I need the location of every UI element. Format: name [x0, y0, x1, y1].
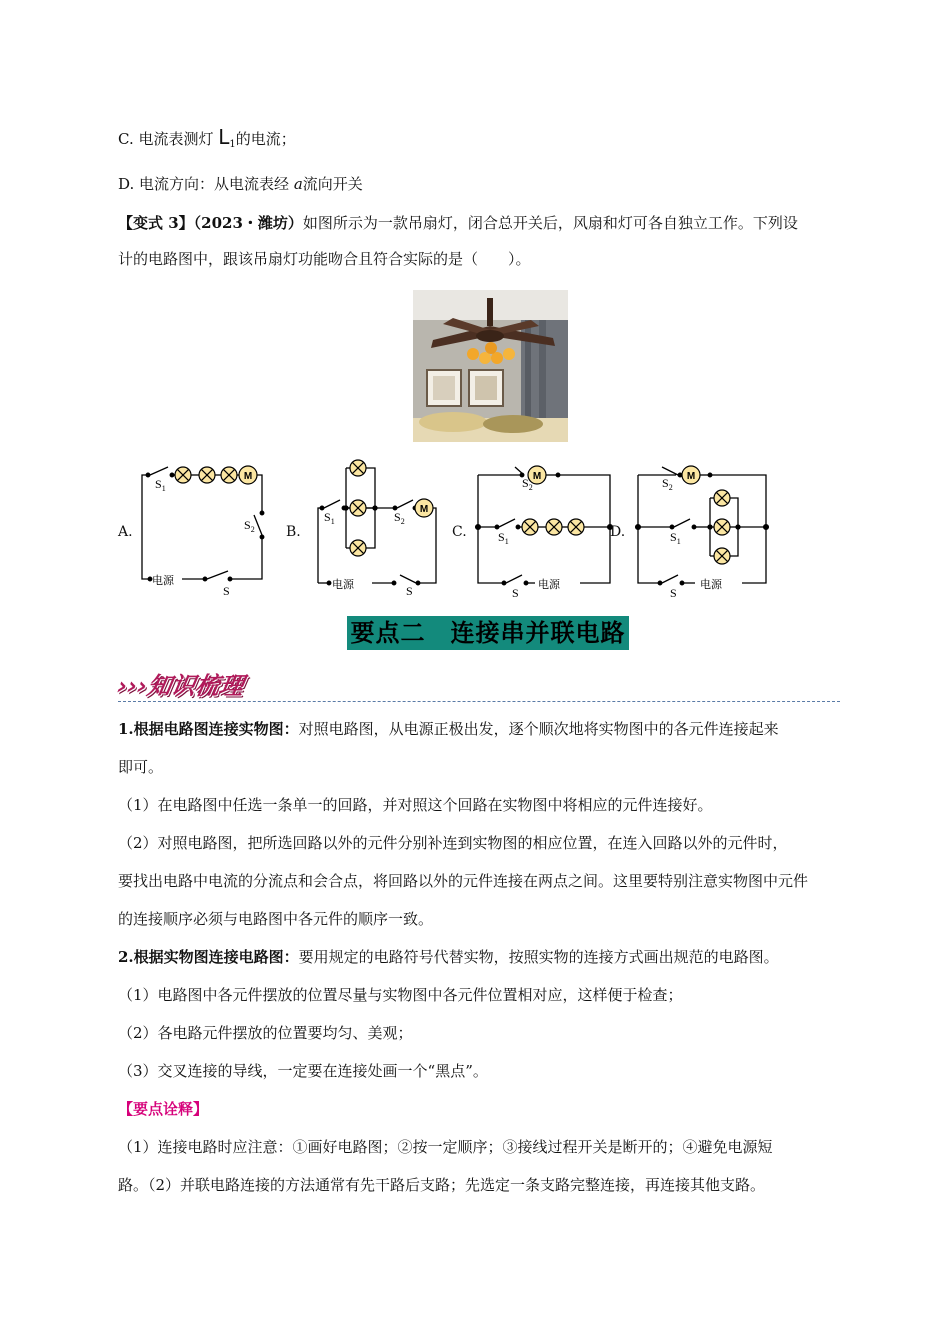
section-heading: 要点二 连接串并联电路: [347, 616, 629, 650]
d-s1-label: $S_1$: [670, 530, 681, 546]
p1-step-2a: （2）对照电路图，把所选回路以外的元件分别补连到实物图的相应位置，在连入回路以外的元件时，: [118, 834, 788, 852]
p2-title: 2.根据实物图连接电路图：: [118, 948, 299, 966]
a-s-label: S: [223, 584, 230, 598]
p1-line-2: 即可。: [118, 758, 164, 776]
c-s2-label: $S_2$: [522, 476, 533, 492]
d-s2-label: $S_2$: [662, 476, 673, 492]
option-c-sub: 1: [229, 139, 236, 150]
p1-step-2c: 的连接顺序必须与电路图中各元件的顺序一致。: [118, 910, 434, 928]
c-s-label: S: [512, 586, 519, 600]
p2-step-2: （2）各电路元件摆放的位置要均匀、美观；: [118, 1024, 413, 1042]
d-s-label: S: [670, 586, 677, 600]
circuit-a-label: A.: [118, 524, 133, 540]
option-c-suffix: 的电流；: [235, 130, 296, 148]
p2-step-3: （3）交叉连接的导线，一定要在连接处画一个“黑点”。: [118, 1062, 488, 1080]
p2-step-1: （1）电路图中各元件摆放的位置尽量与实物图中各元件位置相对应，这样便于检查；: [118, 986, 683, 1004]
p1-step-1: （1）在电路图中任选一条单一的回路，并对照这个回路在实物图中将相应的元件连接好。: [118, 796, 713, 814]
p1-title: 1.根据电路图连接实物图：: [118, 720, 299, 738]
a-source-label: 电源: [152, 575, 174, 587]
question-source: （2023・潍坊）: [193, 214, 303, 232]
circuit-c-label: C.: [452, 524, 467, 540]
option-c: [118, 126, 296, 156]
circuit-b-label: B.: [286, 524, 301, 540]
circuit-diagrams: M $S_1$ $S_2$ 电源 S $S_1$ $S_2$ 电源 S $S_2$ $S_1$ 电源 S $S_2$ $S_1$ 电源 S: [110, 455, 790, 605]
note-tag: 【要点诠释】: [118, 1100, 209, 1118]
p1-step-2b: 要找出电路中电流的分流点和会合点，将回路以外的元件连接在两点之间。这里要特别注意实物图中元件: [118, 872, 809, 890]
p2-text-1: 要用规定的电路符号代替实物，按照实物的连接方式画出规范的电路图。: [298, 948, 779, 966]
a-s2-label: $S_2$: [244, 518, 255, 534]
note-line-1: （1）连接电路时应注意：①画好电路图；②按一定顺序；③接线过程开关是断开的；④避免电源短: [118, 1138, 773, 1156]
c-s1-label: $S_1$: [498, 530, 509, 546]
question-line-2: 计的电路图中，跟该吊扇灯功能吻合且符合实际的是（ ）。: [118, 250, 531, 268]
p2-line-1: [118, 946, 779, 968]
a-s1-label: $S_1$: [155, 477, 166, 493]
option-d-suffix: 流向开关: [302, 175, 363, 193]
b-source-label: 电源: [332, 579, 354, 591]
knowledge-banner: ›››知识梳理: [115, 672, 246, 700]
circuit-d-label: D.: [610, 524, 626, 540]
c-source-label: 电源: [538, 579, 560, 591]
question-text-1: 如图所示为一款吊扇灯，闭合总开关后，风扇和灯可各自独立工作。下列设: [302, 214, 798, 232]
b-s-label: S: [406, 584, 413, 598]
banner-divider: [118, 701, 840, 702]
option-d: [118, 173, 363, 195]
option-c-prefix: C. 电流表测灯: [118, 130, 219, 148]
option-d-a: a: [293, 175, 303, 193]
p1-line-1: [118, 718, 779, 740]
p1-text-1: 对照电路图，从电源正极出发，逐个顺次地将实物图中的各元件连接起来: [298, 720, 779, 738]
option-d-prefix: D. 电流方向：从电流表经: [118, 175, 294, 193]
note-line-2: 路。（2）并联电路连接的方法通常有先干路后支路；先选定一条支路完整连接，再连接其他支路。: [118, 1176, 766, 1194]
b-s1-label: $S_1$: [324, 510, 335, 526]
d-source-label: 电源: [700, 579, 722, 591]
question-line-1: [118, 212, 798, 234]
question-tag: 【变式 3】: [118, 214, 194, 232]
b-s2-label: $S_2$: [394, 510, 405, 526]
ceiling-fan-photo: [413, 290, 568, 442]
option-c-lamp: L: [218, 125, 230, 149]
